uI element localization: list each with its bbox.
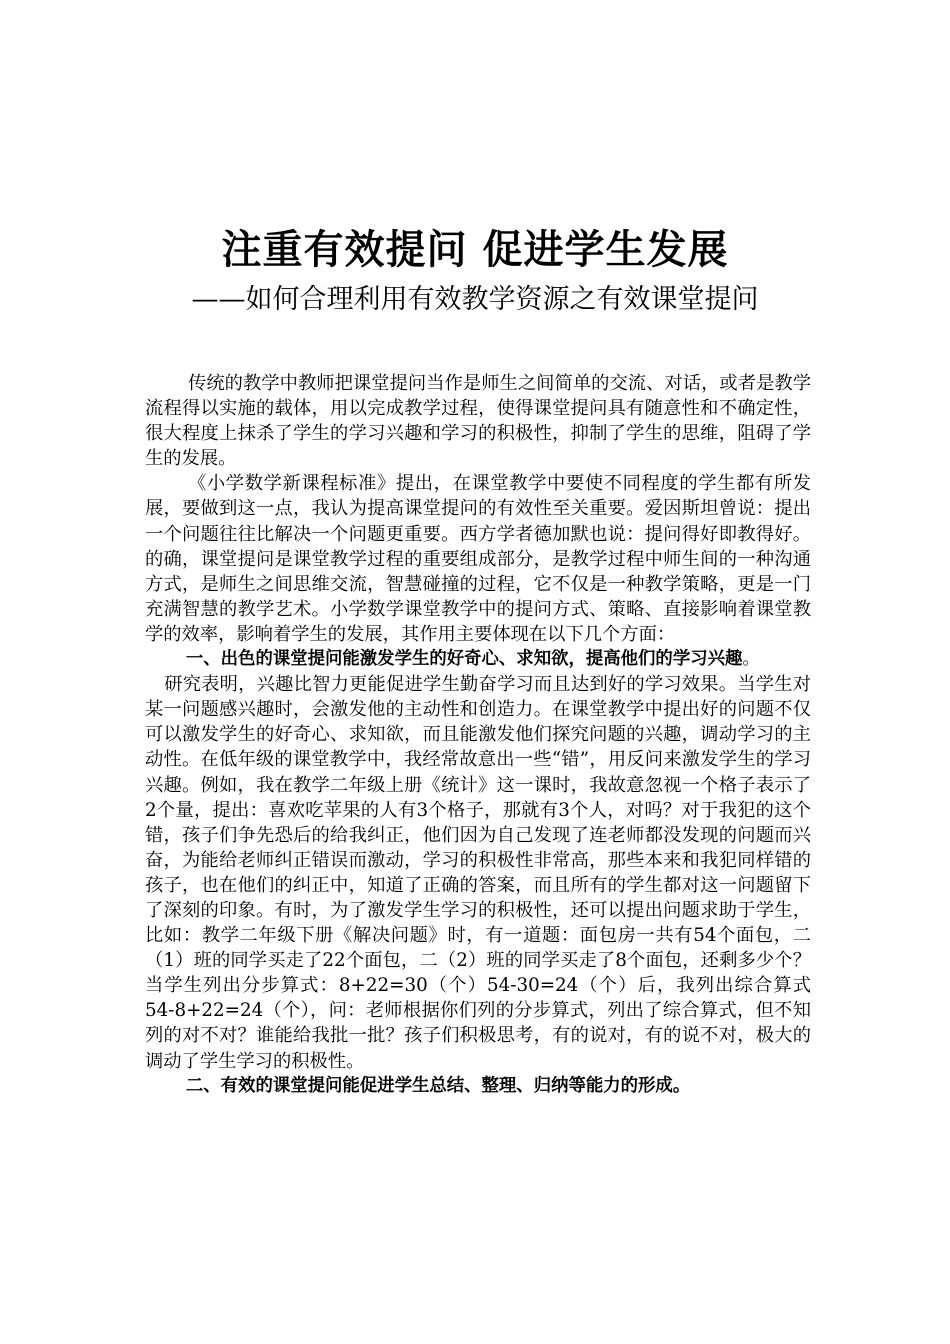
document-title: 注重有效提问 促进学生发展 <box>221 227 729 273</box>
section-heading-2: 二、有效的课堂提问能促进学生总结、整理、归纳等能力的形成。 <box>185 1075 691 1096</box>
document-subtitle: ——如何合理利用有效教学资源之有效课堂提问 <box>191 284 759 315</box>
body-paragraph-interest: 研究表明，兴趣比智力更能促进学生勤奋学习而且达到好的学习效果。当学生对某一问题感兴趣时，会激发他的主动性和创造力。在课堂教学中提出好的问题不仅可以激发学生的好奇心、求知欲，而且能激发他们探究问题的兴趣，调动学习的主动性。在低年级的课堂教学中，我经常故意出一些“错”，用反问来激发学生的学习兴趣。例如，我在教学二年级上册《统计》这一课时，我故意忽视一个格子表示了2个量，提出：喜欢吃苹果的人有3个格子，那就有3个人，对吗？对于我犯的这个错，孩子们争先恐后的给我纠正，他们因为自己发现了连老师都没发现的问题而兴奋，为能给老师纠正错误而激动，学习的积极性非常高，那些本来和我犯同样错的孩子，也在他们的纠正中，知道了正确的答案，而且所有的学生都对这一问题留下了深刻的印象。有时，为了激发学生学习的积极性，还可以提出问题求助于学生，比如：教学二年级下册《解决问题》时，有一道题：面包房一共有54个面包，二（1）班的同学买走了22个面包，二（2）班的同学买走了8个面包，还剩多少个？当学生列出分步算式：8+22=30（个）54-30=24（个）后，我列出综合算式54-8+22=24（个），问：老师根据你们列的分步算式，列出了综合算式，但不知列的对不对？谁能给我批一批？孩子们积极思考，有的说对，有的说不对，极大的调动了学生学习的积极性。 <box>145 674 811 1072</box>
section-heading-1-tail: 。 <box>742 649 760 670</box>
section-heading-1-text: 一、出色的课堂提问能激发学生的好奇心、求知欲，提高他们的学习兴趣 <box>185 649 743 670</box>
body-paragraph-standard: 《小学数学新课程标准》提出，在课堂教学中要使不同程度的学生都有所发展，要做到这一点，我认为提高课堂提问的有效性至关重要。爱因斯坦曾说：提出一个问题往往比解决一个问题更重要。西方学者德加默也说：提问得好即教得好。的确，课堂提问是课堂教学过程的重要组成部分，是教学过程中师生间的一种沟通方式，是师生之间思维交流，智慧碰撞的过程，它不仅是一种教学策略，更是一门充满智慧的教学艺术。小学数学课堂教学中的提问方式、策略、直接影响着课堂教学的效率，影响着学生的发展，其作用主要体现在以下几个方面： <box>145 473 811 645</box>
body-paragraph-intro: 传统的教学中教师把课堂提问当作是师生之间简单的交流、对话，或者是教学流程得以实施的载体，用以完成教学过程，使得课堂提问具有随意性和不确定性，很大程度上抹杀了学生的学习兴趣和学习的积极性，抑制了学生的思维，阻碍了学生的发展。 <box>145 373 811 470</box>
section-heading-1 <box>145 647 811 672</box>
document-body <box>145 371 811 1099</box>
